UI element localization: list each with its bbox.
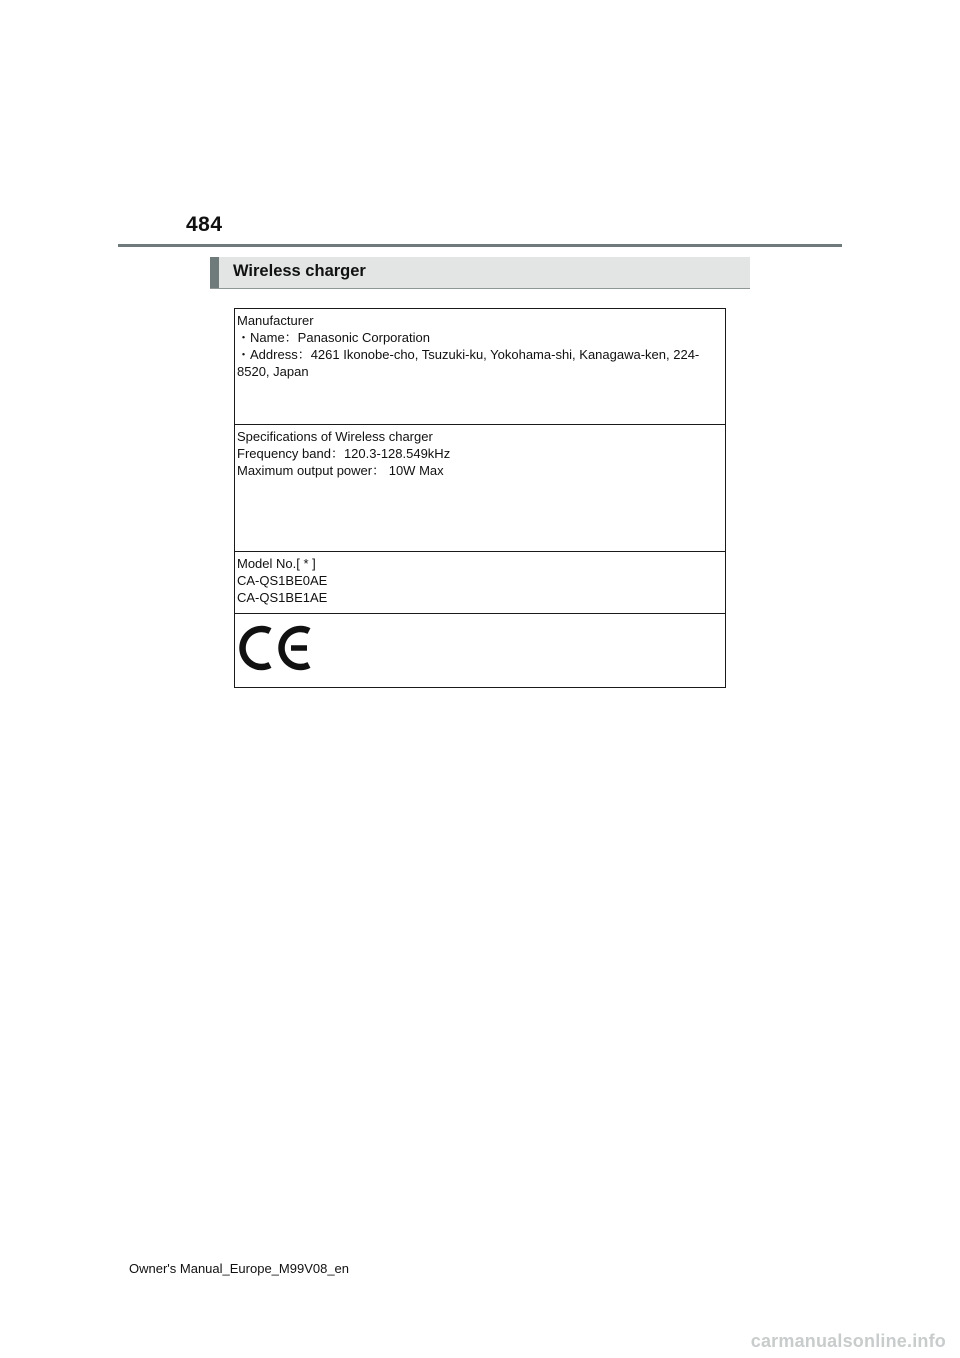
max-output-power: Maximum output power： 10W Max (237, 463, 444, 478)
manufacturer-heading: Manufacturer (237, 313, 314, 328)
section-header (210, 257, 750, 289)
ce-mark-icon (239, 622, 313, 674)
table-row-certification (235, 614, 726, 688)
section-title: Wireless charger (233, 262, 366, 280)
section-accent-bar (210, 257, 219, 288)
model-number-1: CA-QS1BE0AE (237, 573, 328, 588)
specifications-cell (235, 425, 726, 552)
model-number-2: CA-QS1BE1AE (237, 590, 328, 605)
frequency-band: Frequency band：120.3-128.549kHz (237, 446, 451, 461)
specifications-heading: Specifications of Wireless charger (237, 429, 433, 444)
table-row-model (235, 552, 726, 614)
manufacturer-address: ・Address：4261 Ikonobe-cho, Tsuzuki-ku, Yokohama-shi, Kanagawa-ken, 224-8520, Japan (237, 347, 700, 379)
page-footer: Owner's Manual_Europe_M99V08_en (129, 1261, 350, 1276)
model-heading: Model No.[ * ] (237, 556, 316, 571)
manufacturer-name: ・Name：Panasonic Corporation (237, 330, 430, 345)
manufacturer-cell (235, 309, 726, 425)
header-divider (118, 244, 842, 247)
page-number: 484 (186, 213, 223, 236)
certification-cell (235, 614, 726, 688)
watermark: carmanualsonline.info (750, 1331, 946, 1351)
table-row-specifications (235, 425, 726, 552)
model-cell (235, 552, 726, 614)
table-row-manufacturer (235, 309, 726, 425)
specification-table (234, 308, 726, 688)
